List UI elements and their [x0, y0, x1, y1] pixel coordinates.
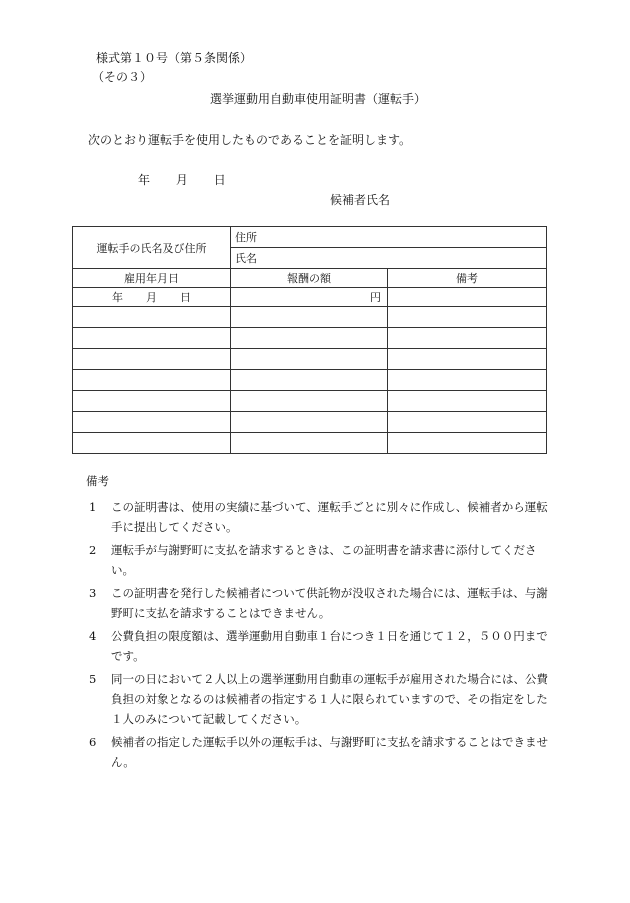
date-year-label: 年: [138, 173, 151, 187]
note-item: [86, 626, 548, 666]
note-item: [86, 583, 548, 623]
remarks-cell: [388, 288, 547, 307]
remuneration-cell: [231, 307, 388, 328]
employment-date-cell: [73, 288, 231, 307]
note-number: 1: [89, 500, 97, 514]
intro-statement: 次のとおり運転手を使用したものであることを証明します。: [88, 133, 412, 147]
note-item: [86, 669, 548, 729]
employment-date-cell: [73, 412, 231, 433]
note-number: 4: [89, 629, 97, 643]
table-row: [73, 370, 547, 391]
name-field-label: 氏名: [231, 248, 547, 269]
column-header-employment-date: 雇用年月日: [73, 269, 231, 288]
driver-usage-table: [72, 226, 547, 454]
notes-heading: 備考: [86, 474, 109, 488]
note-item: [86, 732, 548, 772]
remuneration-cell: [231, 433, 388, 454]
table-row: [73, 433, 547, 454]
column-header-remarks: 備考: [388, 269, 547, 288]
note-text: 運転手が与謝野町に支払を請求するときは、この証明書を請求書に添付してください。: [111, 543, 537, 577]
table-row: [73, 307, 547, 328]
column-header-remuneration: 報酬の額: [231, 269, 388, 288]
note-text: 候補者の指定した運転手以外の運転手は、与謝野町に支払を請求することはできません。: [111, 735, 548, 769]
remarks-cell: [388, 412, 547, 433]
remuneration-cell: [231, 328, 388, 349]
row-month-label: 月: [146, 291, 157, 304]
note-text: この証明書は、使用の実績に基づいて、運転手ごとに別々に作成し、候補者から運転手に提出してください。: [111, 500, 548, 534]
table-row: [73, 288, 547, 307]
note-item: [86, 540, 548, 580]
table-row: [73, 349, 547, 370]
driver-name-address-label: 運転手の氏名及び住所: [73, 227, 231, 269]
note-item: [86, 497, 548, 537]
row-day-label: 日: [180, 291, 191, 304]
table-header-row: [73, 269, 547, 288]
notes-section: [86, 471, 548, 775]
employment-date-cell: [73, 328, 231, 349]
remuneration-cell: [231, 391, 388, 412]
note-number: 2: [89, 543, 97, 557]
note-text: この証明書を発行した候補者について供託物が没収された場合には、運転手は、与謝野町に支払を請求することはできません。: [111, 586, 548, 620]
table-row: [73, 328, 547, 349]
candidate-name-label: 候補者氏名: [330, 193, 391, 207]
note-number: 5: [89, 672, 97, 686]
remuneration-cell: [231, 349, 388, 370]
remuneration-cell: [231, 412, 388, 433]
table-row: [73, 412, 547, 433]
employment-date-cell: [73, 349, 231, 370]
note-text: 同一の日において２人以上の選挙運動用自動車の運転手が雇用された場合には、公費負担の対象となるのは候補者の指定する１人に限られていますので、その指定をした１人のみについて記載してください。: [111, 672, 548, 726]
form-sub-number: （その３）: [92, 70, 153, 84]
remarks-cell: [388, 370, 547, 391]
issue-date-line: [138, 171, 248, 188]
remarks-cell: [388, 328, 547, 349]
table-row: [73, 227, 547, 248]
note-number: 3: [89, 586, 97, 600]
remarks-cell: [388, 433, 547, 454]
remarks-cell: [388, 307, 547, 328]
date-month-label: 月: [175, 173, 188, 187]
document-title: 選挙運動用自動車使用証明書（運転手）: [209, 92, 426, 106]
note-number: 6: [89, 735, 97, 749]
remarks-cell: [388, 349, 547, 370]
employment-date-cell: [73, 370, 231, 391]
note-text: 公費負担の限度額は、選挙運動用自動車１台につき１日を通じて１２，５００円までです。: [111, 629, 548, 663]
date-day-label: 日: [213, 173, 226, 187]
table-row: [73, 391, 547, 412]
remuneration-cell: 円: [231, 288, 388, 307]
address-field-label: 住所: [231, 227, 547, 248]
remarks-cell: [388, 391, 547, 412]
employment-date-cell: [73, 391, 231, 412]
employment-date-cell: [73, 433, 231, 454]
remuneration-cell: [231, 370, 388, 391]
employment-date-cell: [73, 307, 231, 328]
form-number: 様式第１０号（第５条関係）: [96, 51, 253, 65]
row-year-label: 年: [112, 291, 123, 304]
